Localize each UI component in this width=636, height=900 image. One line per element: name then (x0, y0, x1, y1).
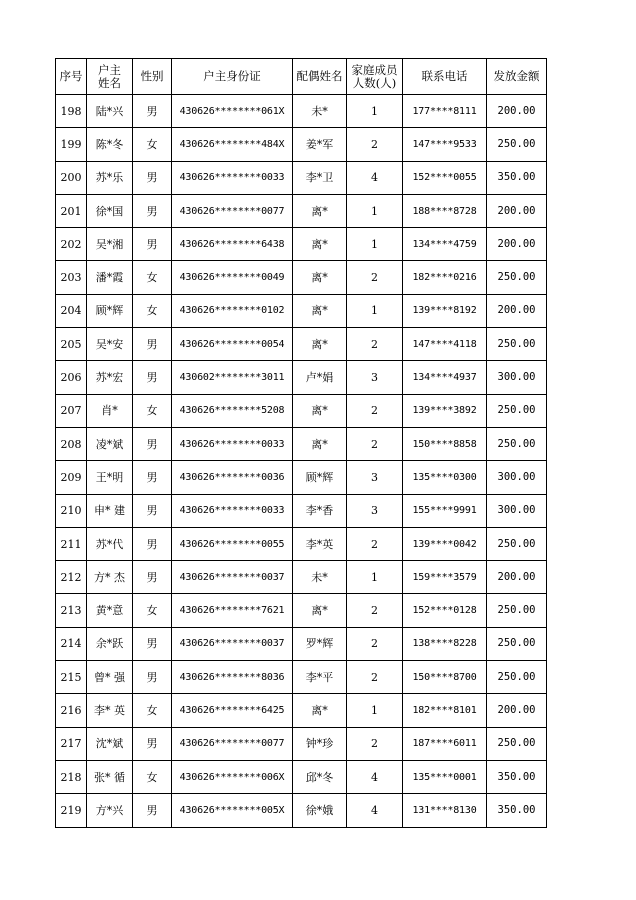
cell-spouse: 钟*珍 (293, 727, 347, 760)
cell-head-name: 顾*辉 (87, 294, 133, 327)
cell-phone: 155****9991 (403, 494, 487, 527)
cell-spouse: 离* (293, 594, 347, 627)
cell-spouse: 离* (293, 261, 347, 294)
cell-members: 1 (347, 95, 403, 128)
cell-members: 2 (347, 261, 403, 294)
table-row (56, 228, 547, 261)
table-row (56, 794, 547, 827)
cell-phone: 187****6011 (403, 727, 487, 760)
cell-id-card: 430626********0033 (172, 161, 293, 194)
cell-head-name: 余*跃 (87, 627, 133, 660)
cell-members: 2 (347, 328, 403, 361)
cell-head-name: 苏*乐 (87, 161, 133, 194)
cell-gender: 女 (133, 760, 172, 793)
cell-gender: 男 (133, 161, 172, 194)
cell-members: 3 (347, 494, 403, 527)
cell-seq: 218 (56, 760, 87, 793)
cell-seq: 200 (56, 161, 87, 194)
cell-gender: 女 (133, 594, 172, 627)
cell-head-name: 徐*国 (87, 194, 133, 227)
cell-gender: 男 (133, 228, 172, 261)
cell-seq: 219 (56, 794, 87, 827)
header-seq: 序号 (56, 59, 87, 95)
cell-amount: 250.00 (487, 261, 547, 294)
cell-seq: 198 (56, 95, 87, 128)
cell-phone: 182****8101 (403, 694, 487, 727)
cell-phone: 147****9533 (403, 128, 487, 161)
table-row (56, 261, 547, 294)
cell-gender: 女 (133, 128, 172, 161)
cell-head-name: 吴*安 (87, 328, 133, 361)
cell-gender: 男 (133, 661, 172, 694)
cell-members: 2 (347, 727, 403, 760)
cell-seq: 204 (56, 294, 87, 327)
table-row (56, 494, 547, 527)
cell-head-name: 吴*湘 (87, 228, 133, 261)
cell-id-card: 430626********6438 (172, 228, 293, 261)
cell-head-name: 陆*兴 (87, 95, 133, 128)
cell-spouse: 离* (293, 394, 347, 427)
cell-head-name: 沈*斌 (87, 727, 133, 760)
cell-gender: 男 (133, 627, 172, 660)
cell-members: 2 (347, 527, 403, 560)
table-row (56, 727, 547, 760)
cell-phone: 188****8728 (403, 194, 487, 227)
table-row (56, 328, 547, 361)
cell-gender: 男 (133, 461, 172, 494)
cell-id-card: 430626********0054 (172, 328, 293, 361)
cell-amount: 200.00 (487, 228, 547, 261)
cell-phone: 135****0001 (403, 760, 487, 793)
cell-head-name: 苏*宏 (87, 361, 133, 394)
header-amount: 发放金额 (487, 59, 547, 95)
cell-members: 1 (347, 561, 403, 594)
cell-members: 2 (347, 394, 403, 427)
table-row (56, 527, 547, 560)
cell-members: 3 (347, 361, 403, 394)
cell-gender: 男 (133, 494, 172, 527)
cell-head-name: 潘*霞 (87, 261, 133, 294)
cell-gender: 男 (133, 328, 172, 361)
cell-amount: 300.00 (487, 361, 547, 394)
cell-spouse: 罗*辉 (293, 627, 347, 660)
cell-members: 2 (347, 627, 403, 660)
table-row (56, 194, 547, 227)
cell-members: 1 (347, 694, 403, 727)
cell-spouse: 未* (293, 95, 347, 128)
cell-gender: 男 (133, 361, 172, 394)
table-row (56, 128, 547, 161)
cell-amount: 200.00 (487, 194, 547, 227)
cell-gender: 女 (133, 394, 172, 427)
cell-head-name: 申* 建 (87, 494, 133, 527)
cell-id-card: 430602********3011 (172, 361, 293, 394)
cell-seq: 215 (56, 661, 87, 694)
cell-spouse: 离* (293, 228, 347, 261)
cell-seq: 208 (56, 427, 87, 460)
cell-id-card: 430626********0037 (172, 627, 293, 660)
cell-phone: 139****8192 (403, 294, 487, 327)
cell-phone: 131****8130 (403, 794, 487, 827)
cell-gender: 女 (133, 694, 172, 727)
cell-amount: 250.00 (487, 594, 547, 627)
cell-seq: 217 (56, 727, 87, 760)
cell-phone: 152****0055 (403, 161, 487, 194)
cell-members: 4 (347, 794, 403, 827)
cell-amount: 250.00 (487, 627, 547, 660)
cell-phone: 147****4118 (403, 328, 487, 361)
cell-amount: 300.00 (487, 461, 547, 494)
table-row (56, 161, 547, 194)
cell-gender: 男 (133, 194, 172, 227)
cell-head-name: 凌*斌 (87, 427, 133, 460)
table-row (56, 694, 547, 727)
table-row (56, 394, 547, 427)
cell-phone: 134****4937 (403, 361, 487, 394)
cell-members: 4 (347, 161, 403, 194)
cell-id-card: 430626********8036 (172, 661, 293, 694)
cell-amount: 200.00 (487, 294, 547, 327)
header-phone: 联系电话 (403, 59, 487, 95)
cell-head-name: 黄*意 (87, 594, 133, 627)
cell-id-card: 430626********0033 (172, 494, 293, 527)
cell-spouse: 李*香 (293, 494, 347, 527)
cell-members: 2 (347, 427, 403, 460)
cell-phone: 135****0300 (403, 461, 487, 494)
cell-amount: 250.00 (487, 328, 547, 361)
cell-head-name: 肖* (87, 394, 133, 427)
cell-members: 2 (347, 594, 403, 627)
cell-id-card: 430626********006X (172, 760, 293, 793)
cell-head-name: 陈*冬 (87, 128, 133, 161)
cell-members: 2 (347, 128, 403, 161)
cell-spouse: 离* (293, 328, 347, 361)
cell-seq: 205 (56, 328, 87, 361)
table-row (56, 594, 547, 627)
cell-phone: 139****3892 (403, 394, 487, 427)
cell-amount: 250.00 (487, 727, 547, 760)
cell-spouse: 卢*娟 (293, 361, 347, 394)
header-spouse: 配偶姓名 (293, 59, 347, 95)
cell-amount: 350.00 (487, 794, 547, 827)
header-id-card: 户主身份证 (172, 59, 293, 95)
cell-id-card: 430626********005X (172, 794, 293, 827)
table-row (56, 760, 547, 793)
table-row (56, 461, 547, 494)
cell-phone: 177****8111 (403, 95, 487, 128)
cell-phone: 152****0128 (403, 594, 487, 627)
cell-id-card: 430626********0077 (172, 194, 293, 227)
cell-spouse: 邱*冬 (293, 760, 347, 793)
cell-id-card: 430626********0077 (172, 727, 293, 760)
cell-id-card: 430626********0037 (172, 561, 293, 594)
cell-seq: 209 (56, 461, 87, 494)
cell-seq: 212 (56, 561, 87, 594)
cell-members: 1 (347, 294, 403, 327)
cell-id-card: 430626********484X (172, 128, 293, 161)
cell-phone: 159****3579 (403, 561, 487, 594)
table-row (56, 361, 547, 394)
cell-gender: 男 (133, 727, 172, 760)
cell-members: 1 (347, 228, 403, 261)
cell-amount: 250.00 (487, 527, 547, 560)
table-row (56, 427, 547, 460)
cell-seq: 201 (56, 194, 87, 227)
cell-amount: 200.00 (487, 561, 547, 594)
cell-head-name: 方*兴 (87, 794, 133, 827)
cell-head-name: 张* 循 (87, 760, 133, 793)
cell-id-card: 430626********061X (172, 95, 293, 128)
header-gender: 性别 (133, 59, 172, 95)
cell-gender: 男 (133, 427, 172, 460)
cell-spouse: 离* (293, 194, 347, 227)
cell-id-card: 430626********0049 (172, 261, 293, 294)
header-row (56, 59, 547, 95)
cell-phone: 134****4759 (403, 228, 487, 261)
cell-id-card: 430626********0033 (172, 427, 293, 460)
cell-amount: 300.00 (487, 494, 547, 527)
cell-head-name: 王*明 (87, 461, 133, 494)
cell-spouse: 离* (293, 427, 347, 460)
cell-amount: 350.00 (487, 760, 547, 793)
cell-spouse: 李*平 (293, 661, 347, 694)
cell-seq: 210 (56, 494, 87, 527)
cell-amount: 200.00 (487, 95, 547, 128)
table-row (56, 661, 547, 694)
cell-gender: 女 (133, 294, 172, 327)
table-row (56, 294, 547, 327)
cell-spouse: 离* (293, 694, 347, 727)
cell-head-name: 苏*代 (87, 527, 133, 560)
cell-members: 4 (347, 760, 403, 793)
cell-amount: 250.00 (487, 427, 547, 460)
cell-members: 3 (347, 461, 403, 494)
cell-seq: 199 (56, 128, 87, 161)
cell-seq: 203 (56, 261, 87, 294)
cell-seq: 213 (56, 594, 87, 627)
cell-gender: 男 (133, 794, 172, 827)
cell-phone: 150****8700 (403, 661, 487, 694)
cell-seq: 207 (56, 394, 87, 427)
cell-id-card: 430626********7621 (172, 594, 293, 627)
cell-gender: 男 (133, 561, 172, 594)
cell-spouse: 顾*辉 (293, 461, 347, 494)
cell-seq: 214 (56, 627, 87, 660)
cell-spouse: 李*卫 (293, 161, 347, 194)
cell-members: 1 (347, 194, 403, 227)
cell-members: 2 (347, 661, 403, 694)
cell-spouse: 姜*军 (293, 128, 347, 161)
table-row (56, 627, 547, 660)
header-members: 家庭成员人数(人) (347, 59, 403, 95)
subsidy-table (55, 58, 547, 828)
cell-amount: 350.00 (487, 161, 547, 194)
cell-gender: 女 (133, 261, 172, 294)
cell-phone: 182****0216 (403, 261, 487, 294)
cell-phone: 150****8858 (403, 427, 487, 460)
cell-spouse: 离* (293, 294, 347, 327)
table-row (56, 561, 547, 594)
cell-head-name: 李* 英 (87, 694, 133, 727)
cell-seq: 211 (56, 527, 87, 560)
cell-amount: 250.00 (487, 128, 547, 161)
cell-seq: 202 (56, 228, 87, 261)
cell-spouse: 未* (293, 561, 347, 594)
cell-amount: 250.00 (487, 394, 547, 427)
cell-amount: 200.00 (487, 694, 547, 727)
cell-gender: 男 (133, 95, 172, 128)
cell-id-card: 430626********6425 (172, 694, 293, 727)
cell-id-card: 430626********5208 (172, 394, 293, 427)
table-row (56, 95, 547, 128)
cell-phone: 138****8228 (403, 627, 487, 660)
cell-id-card: 430626********0055 (172, 527, 293, 560)
cell-head-name: 方* 杰 (87, 561, 133, 594)
cell-spouse: 徐*娥 (293, 794, 347, 827)
cell-head-name: 曾* 强 (87, 661, 133, 694)
cell-spouse: 李*英 (293, 527, 347, 560)
cell-id-card: 430626********0036 (172, 461, 293, 494)
cell-id-card: 430626********0102 (172, 294, 293, 327)
cell-gender: 男 (133, 527, 172, 560)
cell-amount: 250.00 (487, 661, 547, 694)
header-head-name: 户主姓名 (87, 59, 133, 95)
cell-seq: 216 (56, 694, 87, 727)
cell-phone: 139****0042 (403, 527, 487, 560)
cell-seq: 206 (56, 361, 87, 394)
